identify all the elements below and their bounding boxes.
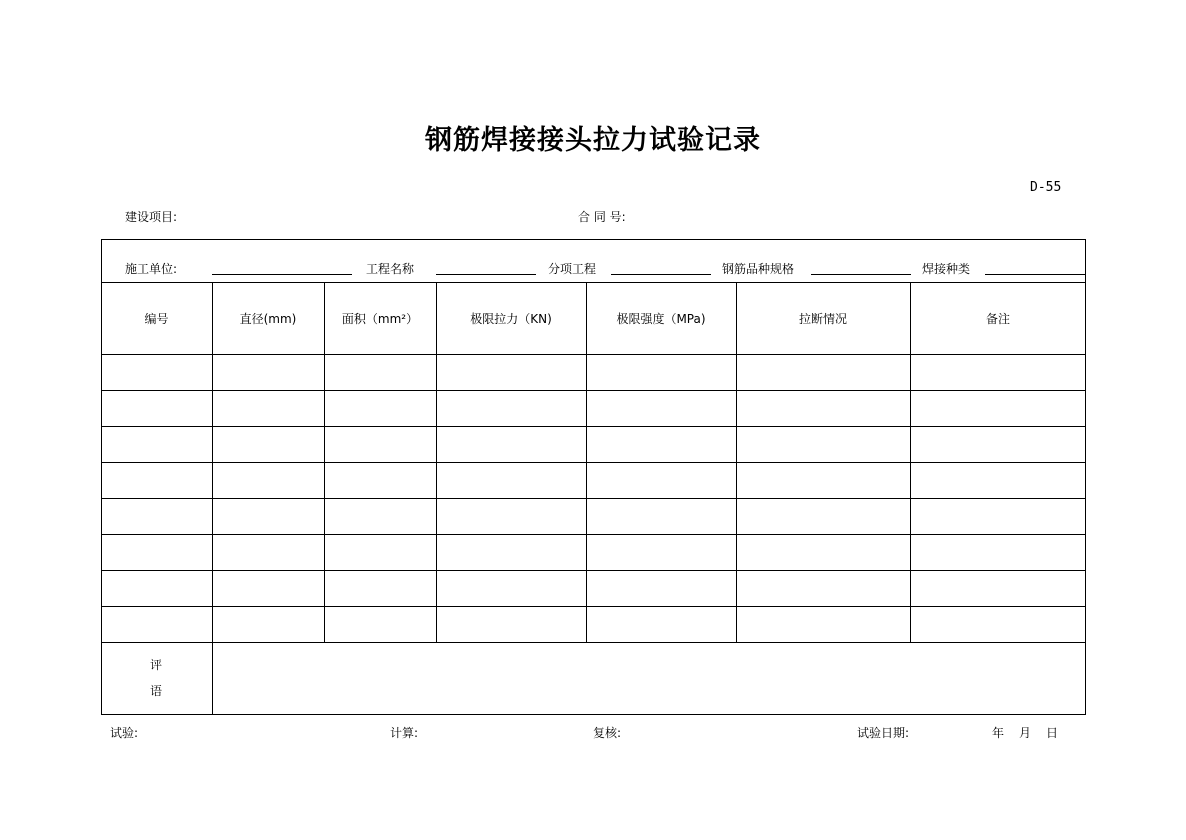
footer-review-label: 复核:	[593, 726, 622, 740]
table-rule	[101, 390, 1086, 391]
footer-calc-label: 计算:	[390, 726, 419, 740]
weld-type-field[interactable]	[985, 274, 1085, 275]
table-col-rule	[586, 282, 587, 642]
table-rule	[101, 426, 1086, 427]
contract-label: 合 同 号:	[578, 210, 626, 224]
table-rule	[101, 570, 1086, 571]
table-col-rule	[736, 282, 737, 642]
project-name-field[interactable]	[436, 274, 536, 275]
footer-year: 年	[992, 726, 1005, 740]
footer-day: 日	[1046, 726, 1059, 740]
form-code: D-55	[1030, 180, 1062, 195]
construction-unit-field[interactable]	[212, 274, 352, 275]
col-header-area: 面积（mm²）	[341, 312, 419, 326]
page-title: 钢筋焊接接头拉力试验记录	[425, 125, 761, 156]
sub-project-field[interactable]	[611, 274, 711, 275]
remarks-label-1: 评	[150, 658, 163, 672]
footer-test-label: 试验:	[110, 726, 139, 740]
sub-project-label: 分项工程	[548, 262, 597, 276]
col-header-fracture: 拉断情况	[798, 312, 847, 326]
remarks-label-2: 语	[150, 684, 163, 698]
rebar-spec-field[interactable]	[811, 274, 911, 275]
project-label: 建设项目:	[125, 210, 178, 224]
construction-unit-label: 施工单位:	[125, 262, 178, 276]
footer-date-label: 试验日期:	[857, 726, 910, 740]
col-header-number: 编号	[144, 312, 169, 326]
table-col-rule	[436, 282, 437, 642]
table-col-rule	[212, 282, 213, 714]
col-header-notes: 备注	[985, 312, 1010, 326]
table-rule	[101, 354, 1086, 355]
table-col-rule	[910, 282, 911, 642]
table-rule	[101, 282, 1086, 283]
table-rule	[101, 642, 1086, 643]
rebar-spec-label: 钢筋品种规格	[722, 262, 795, 276]
table-rule	[101, 498, 1086, 499]
table-rule	[101, 462, 1086, 463]
col-header-ultimate-force: 极限拉力（KN)	[470, 312, 552, 326]
footer-month: 月	[1019, 726, 1032, 740]
table-rule	[101, 534, 1086, 535]
table-col-rule	[324, 282, 325, 642]
project-name-label: 工程名称	[366, 262, 415, 276]
col-header-diameter: 直径(mm)	[239, 312, 297, 326]
table-rule	[101, 606, 1086, 607]
col-header-ultimate-strength: 极限强度（MPa)	[616, 312, 706, 326]
weld-type-label: 焊接种类	[922, 262, 971, 276]
